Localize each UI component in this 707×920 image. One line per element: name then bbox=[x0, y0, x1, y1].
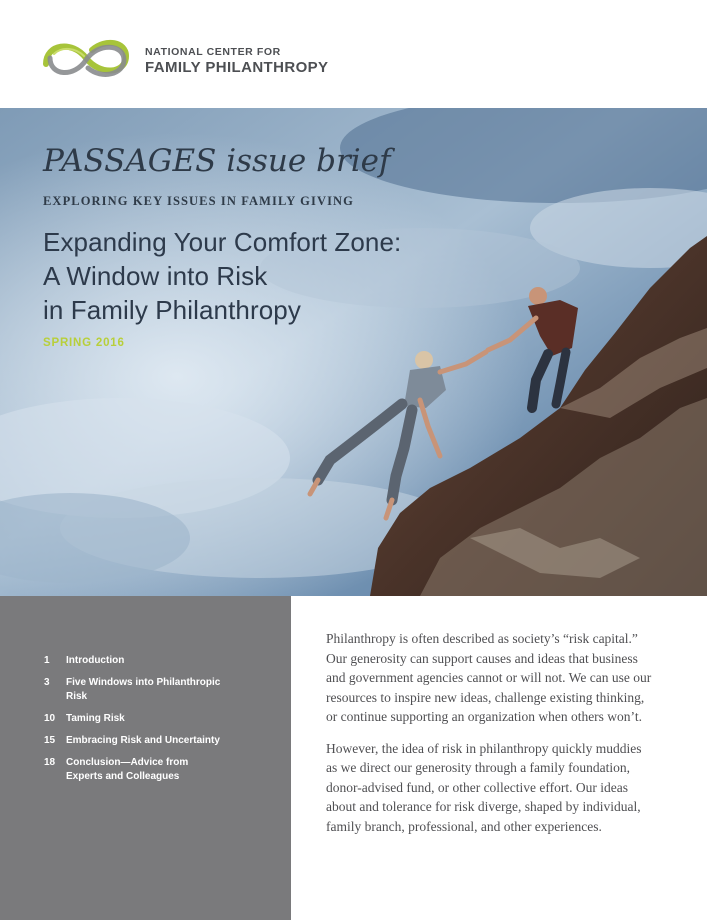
issue-date: SPRING 2016 bbox=[43, 337, 125, 349]
toc-page-number: 1 bbox=[44, 655, 50, 666]
toc-item-label: Taming Risk bbox=[66, 713, 125, 724]
cover-photo bbox=[0, 108, 707, 596]
toc-page-number: 10 bbox=[44, 713, 56, 724]
toc-item-introduction[interactable] bbox=[44, 654, 284, 668]
toc-item-five-windows[interactable] bbox=[44, 676, 284, 704]
org-name bbox=[145, 46, 328, 78]
toc-page-number: 18 bbox=[44, 757, 56, 768]
toc-item-label: Conclusion—Advice from Experts and Colleagues bbox=[66, 757, 189, 782]
document-title bbox=[43, 225, 503, 327]
toc-item-conclusion[interactable] bbox=[44, 756, 284, 784]
toc-item-taming-risk[interactable] bbox=[44, 712, 284, 726]
intro-paragraph-2: However, the idea of risk in philanthropy quickly muddies as we direct our generosity through a family foundation, donor-advised fund, or other collective effort. Our ideas about and tolerance for risk diverge, shaped by individual, family branch, professional, and other experiences. bbox=[326, 740, 642, 834]
toc-item-label: Five Windows into Philanthropic Risk bbox=[66, 677, 221, 702]
series-name: PASSAGES issue brief bbox=[43, 143, 391, 179]
intro-paragraph-1: Philanthropy is often described as society’s “risk capital.” Our generosity can support causes and ideas that business and government agencies cannot or will not. We can use our resources to inspire new ideas, challenge existing thinking, or continue supporting an organization when others won’t. bbox=[326, 631, 652, 724]
intro-text bbox=[326, 629, 656, 848]
cover-title-block bbox=[43, 142, 503, 349]
toc-page-number: 15 bbox=[44, 735, 56, 746]
org-name-line2: FAMILY PHILANTHROPY bbox=[145, 59, 329, 76]
toc-list bbox=[44, 654, 284, 792]
series-subtitle: EXPLORING KEY ISSUES IN FAMILY GIVING bbox=[43, 194, 355, 208]
title-line-3: in Family Philanthropy bbox=[43, 295, 301, 325]
toc-item-embracing-risk[interactable] bbox=[44, 734, 284, 748]
title-line-2: A Window into Risk bbox=[43, 261, 268, 291]
table-of-contents bbox=[0, 596, 291, 920]
toc-item-label: Introduction bbox=[66, 655, 125, 666]
header bbox=[0, 0, 707, 108]
title-line-1: Expanding Your Comfort Zone: bbox=[43, 227, 402, 257]
org-name-line1: NATIONAL CENTER FOR bbox=[145, 46, 281, 58]
toc-page-number: 3 bbox=[44, 677, 50, 688]
toc-item-label: Embracing Risk and Uncertainty bbox=[66, 735, 220, 746]
infinity-logo-icon bbox=[40, 30, 132, 86]
